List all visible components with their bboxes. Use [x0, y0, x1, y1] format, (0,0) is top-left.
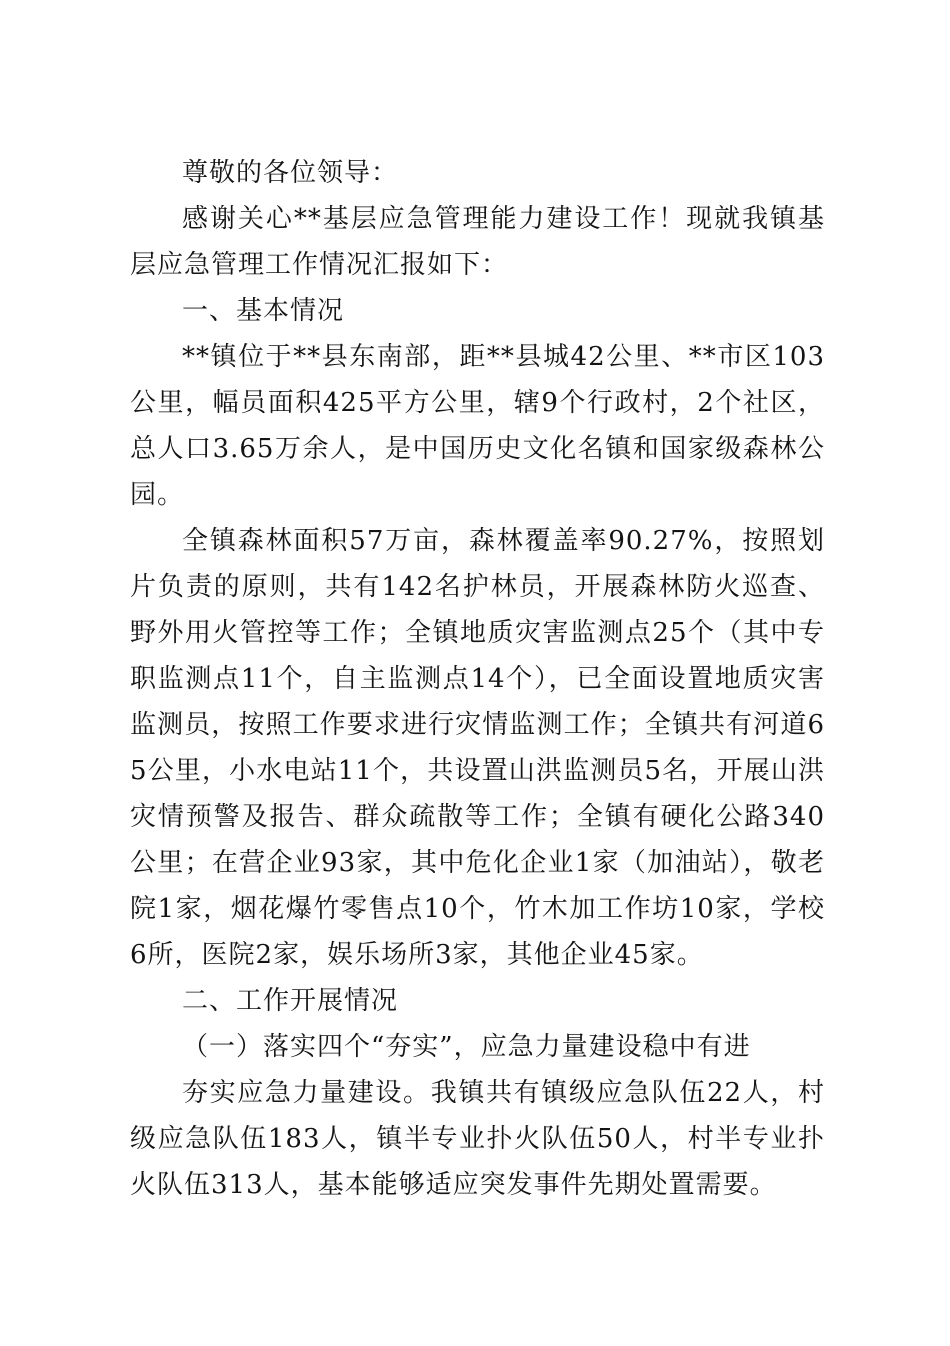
- section-1-paragraph-2: 全镇森林面积57万亩，森林覆盖率90.27%，按照划片负责的原则，共有142名护林员，开展森林防火巡查、野外用火管控等工作；全镇地质灾害监测点25个（其中专职监测点11个，自主监测点14个），已全面设置地质灾害监测员，按照工作要求进行灾情监测工作；全镇共有河道65公里，小水电站11个，共设置山洪监测员5名，开展山洪灾情预警及报告、群众疏散等工作；全镇有硬化公路340公里；在营企业93家，其中危化企业1家（加油站），敬老院1家，烟花爆竹零售点10个，竹木加工作坊10家，学校6所，医院2家，娱乐场所3家，其他企业45家。: [130, 526, 825, 970]
- intro-paragraph: 感谢关心**基层应急管理能力建设工作！现就我镇基层应急管理工作情况汇报如下：: [130, 204, 825, 280]
- document-body: [130, 150, 825, 1208]
- subsection-1-paragraph-1: 夯实应急力量建设。我镇共有镇级应急队伍22人，村级应急队伍183人，镇半专业扑火队伍50人，村半专业扑火队伍313人，基本能够适应突发事件先期处置需要。: [130, 1078, 825, 1200]
- subsection-1-heading: （一）落实四个“夯实”，应急力量建设稳中有进: [182, 1032, 751, 1062]
- salutation: 尊敬的各位领导：: [182, 158, 399, 188]
- section-1-paragraph-1: **镇位于**县东南部，距**县城42公里、**市区103公里，幅员面积425平方公里，辖9个行政村，2个社区，总人口3.65万余人，是中国历史文化名镇和国家级森林公园。: [130, 342, 825, 510]
- section-2-heading: 二、工作开展情况: [182, 986, 399, 1016]
- section-1-heading: 一、基本情况: [182, 296, 345, 326]
